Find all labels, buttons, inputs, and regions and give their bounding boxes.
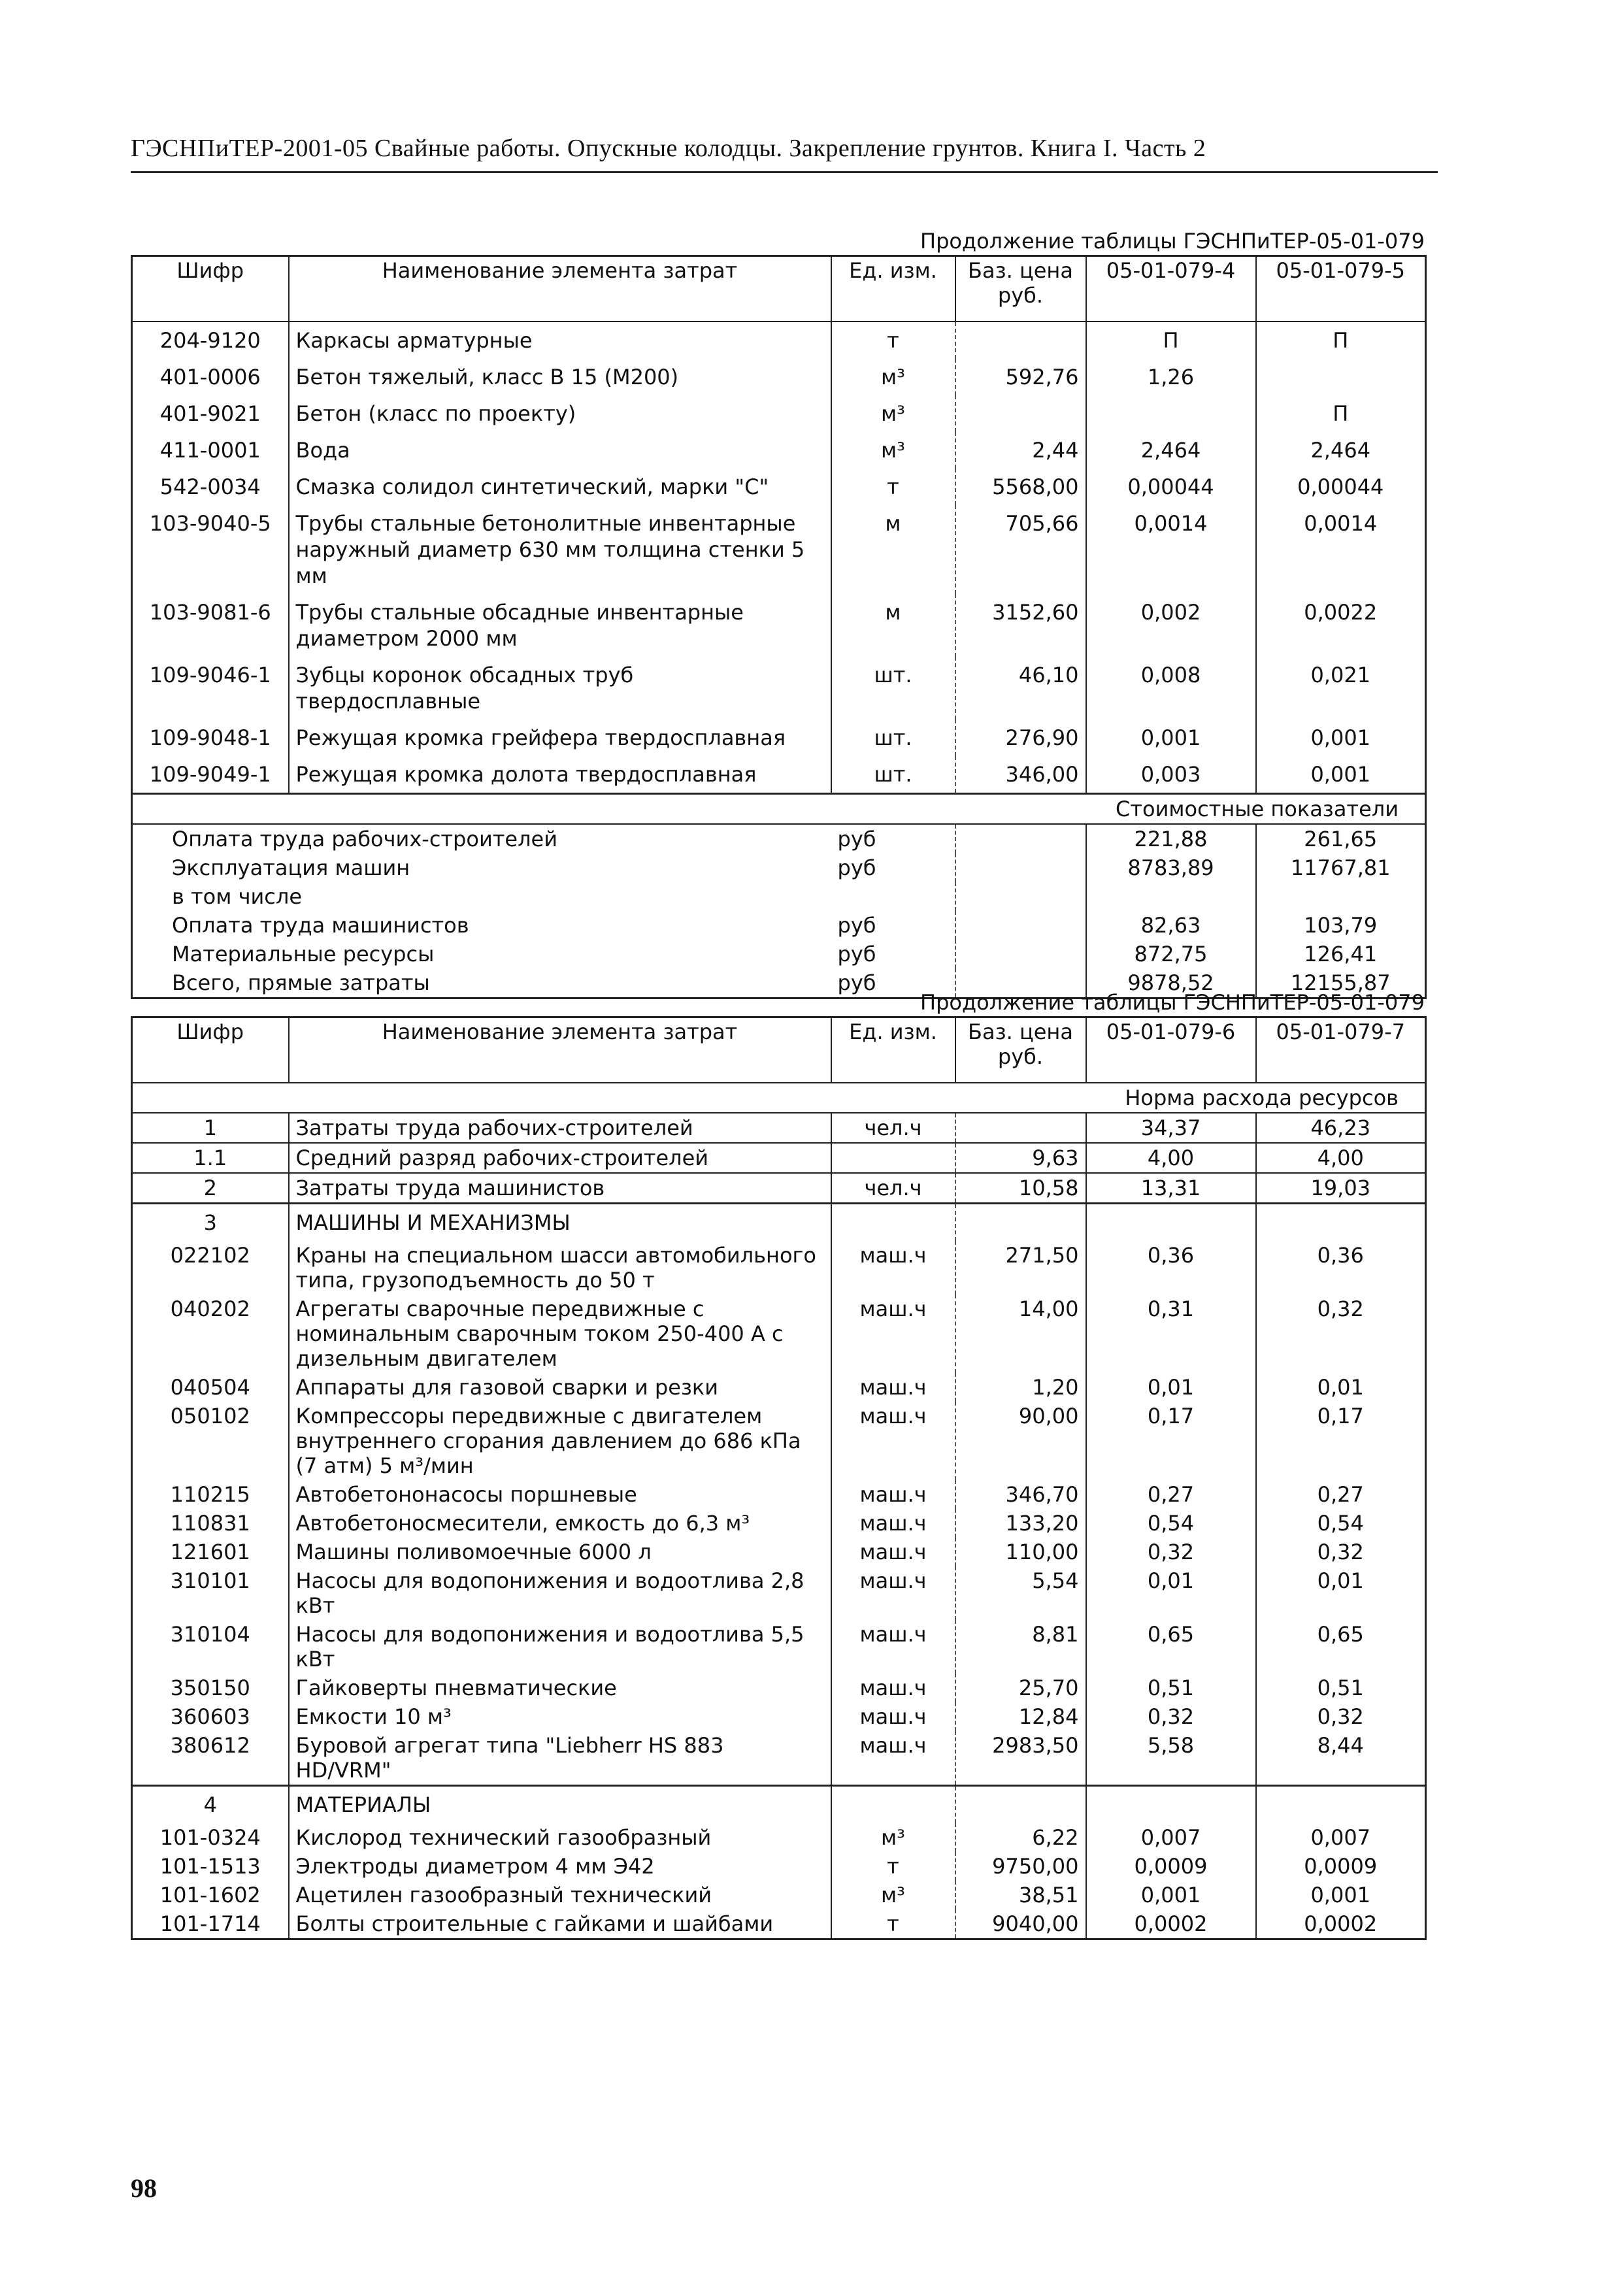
cell-variant-1: 0,51 — [1086, 1674, 1256, 1702]
cost-variant-1: 872,75 — [1086, 940, 1256, 968]
col-name: Наименование элемента затрат — [289, 1017, 831, 1083]
cell-variant-1 — [1086, 395, 1256, 432]
cell-name: Затраты труда машинистов — [289, 1173, 831, 1204]
cell-variant-1: 2,464 — [1086, 432, 1256, 469]
cell-variant-1: П — [1086, 322, 1256, 359]
section-title: МАТЕРИАЛЫ — [289, 1785, 831, 1823]
cell-code: 103-9040-5 — [132, 505, 289, 594]
cost-variant-1: 9878,52 — [1086, 968, 1256, 998]
cell-price: 90,00 — [955, 1402, 1086, 1480]
section-code: 3 — [132, 1203, 289, 1241]
cell-variant-1: 0,36 — [1086, 1241, 1256, 1295]
cost-variant-1: 221,88 — [1086, 824, 1256, 853]
cell-variant-2: 0,51 — [1256, 1674, 1426, 1702]
cell-name: Насосы для водопонижения и водоотлива 2,8 кВт — [289, 1566, 831, 1620]
table-row — [132, 1674, 1426, 1702]
table-row — [132, 719, 1426, 756]
cell-empty — [955, 940, 1086, 968]
cost-header-label: Стоимостные показатели — [132, 793, 1426, 824]
cell-name: Каркасы арматурные — [289, 322, 831, 359]
cell-price: 110,00 — [955, 1538, 1086, 1566]
cell-variant-1: 0,32 — [1086, 1538, 1256, 1566]
cell-name: Болты строительные с гайками и шайбами — [289, 1909, 831, 1939]
cost-variant-2 — [1256, 882, 1426, 911]
cell-variant-2: 0,021 — [1256, 657, 1426, 719]
cell-variant-2: 0,0009 — [1256, 1852, 1426, 1881]
norm-header-label: Норма расхода ресурсов — [132, 1083, 1426, 1113]
cell-variant-2: 19,03 — [1256, 1173, 1426, 1204]
table-row — [132, 1295, 1426, 1373]
cell-variant-2: П — [1256, 395, 1426, 432]
cell-unit: шт. — [874, 761, 912, 787]
cell-name: Бетон (класс по проекту) — [289, 395, 831, 432]
machines-section — [132, 1203, 1426, 1241]
cell-name: Бетон тяжелый, класс В 15 (М200) — [289, 359, 831, 395]
table2-continuation: Продолжение таблицы ГЭСНПиТЕР-05-01-079 — [920, 990, 1425, 1015]
cell-unit: м³ — [881, 437, 905, 463]
cell-name: Режущая кромка грейфера твердосплавная — [289, 719, 831, 756]
cell-name: Автобетоносмесители, емкость до 6,3 м³ — [289, 1509, 831, 1538]
table-row — [132, 1143, 1426, 1173]
cell-variant-1: 0,65 — [1086, 1620, 1256, 1674]
table-row — [132, 1702, 1426, 1731]
cell-price: 5568,00 — [955, 469, 1086, 505]
cell-variant-1: 4,00 — [1086, 1143, 1256, 1173]
cell-unit: м³ — [881, 401, 905, 426]
cell-name: Агрегаты сварочные передвижные с номинальным сварочным током 250-400 А с дизельным двигателем — [289, 1295, 831, 1373]
cell-variant-2: 0,01 — [1256, 1373, 1426, 1402]
table-row — [132, 1241, 1426, 1295]
table-row — [132, 469, 1426, 505]
cell-variant-1: 0,0009 — [1086, 1852, 1256, 1881]
table-row — [132, 322, 1426, 359]
cell-variant-2: 4,00 — [1256, 1143, 1426, 1173]
cost-variant-1: 8783,89 — [1086, 853, 1256, 882]
cell-empty — [955, 853, 1086, 882]
cell-empty — [1086, 1785, 1256, 1823]
cell-variant-2: 0,007 — [1256, 1823, 1426, 1852]
cell-name: Кислород технический газообразный — [289, 1823, 831, 1852]
table-row — [132, 1373, 1426, 1402]
cost-variant-1: 82,63 — [1086, 911, 1256, 940]
table1-body — [132, 322, 1426, 794]
cell-name: Ацетилен газообразный технический — [289, 1881, 831, 1909]
table-row — [132, 1113, 1426, 1143]
cell-variant-2: 0,001 — [1256, 756, 1426, 794]
col-variant-2: 05-01-079-7 — [1256, 1017, 1426, 1083]
cost-unit: руб — [837, 912, 876, 938]
cell-variant-1: 13,31 — [1086, 1173, 1256, 1204]
cost-variant-2: 261,65 — [1256, 824, 1426, 853]
cell-price: 346,70 — [955, 1480, 1086, 1509]
cell-variant-1: 0,007 — [1086, 1823, 1256, 1852]
cell-unit: м — [885, 510, 901, 536]
cell-unit: чел.ч — [831, 1113, 955, 1143]
running-header: ГЭСНПиТЕР-2001-05 Свайные работы. Опускные колодцы. Закрепление грунтов. Книга I. Часть 2 — [131, 135, 1206, 162]
cell-name: Компрессоры передвижные с двигателем внутреннего сгорания давлением до 686 кПа (7 атм) 5 м³/мин — [289, 1402, 831, 1480]
cell-price: 10,58 — [955, 1173, 1086, 1204]
cell-code: 109-9049-1 — [132, 756, 289, 794]
cell-empty — [955, 1203, 1086, 1241]
cost-label: Эксплуатация машин — [172, 855, 410, 880]
col-variant-1: 05-01-079-4 — [1086, 256, 1256, 322]
table-row — [132, 1620, 1426, 1674]
cell-code: 050102 — [132, 1402, 289, 1480]
cost-label: Материальные ресурсы — [172, 941, 435, 966]
section-code: 4 — [132, 1785, 289, 1823]
cell-code: 411-0001 — [132, 432, 289, 469]
cell-code: 103-9081-6 — [132, 594, 289, 657]
cell-unit: м³ — [881, 1824, 905, 1850]
cell-price — [955, 395, 1086, 432]
cell-name: Насосы для водопонижения и водоотлива 5,5 кВт — [289, 1620, 831, 1674]
cell-code: 1 — [132, 1113, 289, 1143]
table-row — [132, 395, 1426, 432]
cell-code: 101-1602 — [132, 1881, 289, 1909]
cell-name: Электроды диаметром 4 мм Э42 — [289, 1852, 831, 1881]
cell-unit: маш.ч — [859, 1568, 927, 1593]
cell-price: 8,81 — [955, 1620, 1086, 1674]
cell-empty — [831, 1785, 955, 1823]
table-row — [132, 1823, 1426, 1852]
cost-row — [132, 882, 1426, 911]
cell-unit: т — [887, 1853, 899, 1879]
cell-name: Краны на специальном шасси автомобильного типа, грузоподъемность до 50 т — [289, 1241, 831, 1295]
cell-code: 101-0324 — [132, 1823, 289, 1852]
cell-empty — [955, 824, 1086, 853]
cell-variant-1: 0,27 — [1086, 1480, 1256, 1509]
cell-variant-2: 0,65 — [1256, 1620, 1426, 1674]
cell-variant-2: 0,32 — [1256, 1295, 1426, 1373]
cell-variant-2: 8,44 — [1256, 1731, 1426, 1786]
cell-unit — [831, 1143, 955, 1173]
cell-name: Затраты труда рабочих-строителей — [289, 1113, 831, 1143]
cell-code: 101-1513 — [132, 1852, 289, 1881]
cell-variant-1: 0,008 — [1086, 657, 1256, 719]
cost-variant-2: 103,79 — [1256, 911, 1426, 940]
cell-code: 204-9120 — [132, 322, 289, 359]
cell-unit: маш.ч — [859, 1675, 927, 1700]
col-code: Шифр — [132, 1017, 289, 1083]
cell-variant-1: 0,0014 — [1086, 505, 1256, 594]
cell-variant-2: 0,27 — [1256, 1480, 1426, 1509]
cell-name: Средний разряд рабочих-строителей — [289, 1143, 831, 1173]
cell-variant-2: 0,001 — [1256, 1881, 1426, 1909]
cell-unit: чел.ч — [831, 1173, 955, 1204]
cell-variant-1: 5,58 — [1086, 1731, 1256, 1786]
cell-name: Гайковерты пневматические — [289, 1674, 831, 1702]
cell-price: 276,90 — [955, 719, 1086, 756]
cell-price — [955, 322, 1086, 359]
cell-unit: т — [887, 1911, 899, 1936]
cell-unit: шт. — [874, 662, 912, 687]
cell-code: 310101 — [132, 1566, 289, 1620]
table-row — [132, 1566, 1426, 1620]
cell-price: 12,84 — [955, 1702, 1086, 1731]
cell-price: 14,00 — [955, 1295, 1086, 1373]
cell-code: 380612 — [132, 1731, 289, 1786]
cell-price: 705,66 — [955, 505, 1086, 594]
cost-variant-2: 11767,81 — [1256, 853, 1426, 882]
cell-code: 310104 — [132, 1620, 289, 1674]
cell-variant-1: 0,01 — [1086, 1373, 1256, 1402]
table-row — [132, 1731, 1426, 1786]
cell-variant-1: 0,54 — [1086, 1509, 1256, 1538]
cell-name: Буровой агрегат типа "Liebherr HS 883 HD/VRM" — [289, 1731, 831, 1786]
cell-variant-2 — [1256, 359, 1426, 395]
cell-code: 360603 — [132, 1702, 289, 1731]
cell-variant-2: 0,32 — [1256, 1538, 1426, 1566]
table-row — [132, 1480, 1426, 1509]
cell-name: Емкости 10 м³ — [289, 1702, 831, 1731]
cell-code: 121601 — [132, 1538, 289, 1566]
cell-empty — [955, 1785, 1086, 1823]
cell-code: 2 — [132, 1173, 289, 1204]
table2-body — [132, 1083, 1426, 1939]
cell-price: 3152,60 — [955, 594, 1086, 657]
cost-label: Оплата труда рабочих-строителей — [172, 826, 557, 851]
cell-variant-1: 0,31 — [1086, 1295, 1256, 1373]
cell-code: 401-0006 — [132, 359, 289, 395]
cell-unit: маш.ч — [859, 1481, 927, 1507]
cell-variant-1: 0,00044 — [1086, 469, 1256, 505]
cost-unit — [831, 882, 955, 911]
col-unit: Ед. изм. — [831, 256, 955, 322]
cell-price: 133,20 — [955, 1509, 1086, 1538]
resource-table-1 — [131, 255, 1427, 999]
table-row — [132, 1509, 1426, 1538]
col-price: Баз. цена руб. — [955, 256, 1086, 322]
cell-variant-1: 0,001 — [1086, 1881, 1256, 1909]
cell-name: Трубы стальные обсадные инвентарные диаметром 2000 мм — [289, 594, 831, 657]
cell-price: 38,51 — [955, 1881, 1086, 1909]
cell-price: 9,63 — [955, 1143, 1086, 1173]
cell-empty — [1256, 1203, 1426, 1241]
cell-empty — [831, 1203, 955, 1241]
cell-price: 9040,00 — [955, 1909, 1086, 1939]
table-row — [132, 1538, 1426, 1566]
cell-name: Автобетононасосы поршневые — [289, 1480, 831, 1509]
cell-code: 101-1714 — [132, 1909, 289, 1939]
cell-code: 022102 — [132, 1241, 289, 1295]
cell-empty — [1086, 1203, 1256, 1241]
table1-cost-body — [132, 793, 1426, 998]
cell-unit: маш.ч — [859, 1374, 927, 1400]
cell-variant-2: 0,00044 — [1256, 469, 1426, 505]
cell-name: Режущая кромка долота твердосплавная — [289, 756, 831, 794]
cell-price: 9750,00 — [955, 1852, 1086, 1881]
cell-unit: м³ — [881, 1882, 905, 1907]
cell-unit: маш.ч — [859, 1403, 927, 1428]
col-code: Шифр — [132, 256, 289, 322]
col-variant-1: 05-01-079-6 — [1086, 1017, 1256, 1083]
cost-row — [132, 940, 1426, 968]
cell-unit: м³ — [881, 364, 905, 389]
cell-code: 109-9048-1 — [132, 719, 289, 756]
cell-price: 46,10 — [955, 657, 1086, 719]
cell-variant-2: 46,23 — [1256, 1113, 1426, 1143]
cell-variant-2: 0,01 — [1256, 1566, 1426, 1620]
cell-unit: маш.ч — [859, 1621, 927, 1647]
cell-name: Зубцы коронок обсадных труб твердосплавные — [289, 657, 831, 719]
cost-unit: руб — [837, 826, 876, 851]
cell-empty — [1256, 1785, 1426, 1823]
cell-code: 040504 — [132, 1373, 289, 1402]
cell-code: 401-9021 — [132, 395, 289, 432]
cell-unit: маш.ч — [859, 1704, 927, 1729]
cost-unit: руб — [837, 941, 876, 966]
cell-variant-2: П — [1256, 322, 1426, 359]
cell-variant-1: 0,01 — [1086, 1566, 1256, 1620]
cell-name: Трубы стальные бетонолитные инвентарные наружный диаметр 630 мм толщина стенки 5 мм — [289, 505, 831, 594]
cell-code: 110831 — [132, 1509, 289, 1538]
cell-name: Аппараты для газовой сварки и резки — [289, 1373, 831, 1402]
cell-unit: маш.ч — [859, 1732, 927, 1758]
cell-variant-1: 0,001 — [1086, 719, 1256, 756]
cell-variant-2: 0,17 — [1256, 1402, 1426, 1480]
cell-code: 1.1 — [132, 1143, 289, 1173]
cell-price: 346,00 — [955, 756, 1086, 794]
cost-variant-1 — [1086, 882, 1256, 911]
cost-unit: руб — [837, 970, 876, 995]
materials-section — [132, 1785, 1426, 1823]
cell-variant-1: 0,003 — [1086, 756, 1256, 794]
table-row — [132, 1909, 1426, 1939]
cell-price — [955, 1113, 1086, 1143]
cell-empty — [955, 911, 1086, 940]
table-row — [132, 1173, 1426, 1204]
cell-name: Смазка солидол синтетический, марки "С" — [289, 469, 831, 505]
table-row — [132, 432, 1426, 469]
col-unit: Ед. изм. — [831, 1017, 955, 1083]
cell-unit: маш.ч — [859, 1510, 927, 1536]
cost-label: Оплата труда машинистов — [172, 912, 469, 938]
cell-unit: шт. — [874, 725, 912, 750]
cell-price: 271,50 — [955, 1241, 1086, 1295]
norm-header — [132, 1083, 1426, 1113]
cell-price: 25,70 — [955, 1674, 1086, 1702]
cell-variant-1: 0,32 — [1086, 1702, 1256, 1731]
table-row — [132, 594, 1426, 657]
table-row — [132, 756, 1426, 794]
cell-code: 040202 — [132, 1295, 289, 1373]
cell-variant-1: 34,37 — [1086, 1113, 1256, 1143]
cell-price: 5,54 — [955, 1566, 1086, 1620]
cell-price: 592,76 — [955, 359, 1086, 395]
cell-code: 542-0034 — [132, 469, 289, 505]
cell-variant-1: 0,0002 — [1086, 1909, 1256, 1939]
cell-code: 110215 — [132, 1480, 289, 1509]
cell-variant-2: 0,0014 — [1256, 505, 1426, 594]
table-row — [132, 505, 1426, 594]
cost-header — [132, 793, 1426, 824]
cell-empty — [955, 882, 1086, 911]
cell-unit: м — [885, 599, 901, 625]
cell-price: 2,44 — [955, 432, 1086, 469]
page-number: 98 — [131, 2173, 157, 2203]
cost-unit: руб — [837, 855, 876, 880]
table-row — [132, 1881, 1426, 1909]
cost-label: в том числе — [172, 883, 302, 909]
table-row — [132, 1852, 1426, 1881]
cell-code: 350150 — [132, 1674, 289, 1702]
cell-variant-2: 0,0022 — [1256, 594, 1426, 657]
cell-price: 6,22 — [955, 1823, 1086, 1852]
table-row — [132, 657, 1426, 719]
cost-label: Всего, прямые затраты — [172, 970, 430, 995]
cell-variant-2: 2,464 — [1256, 432, 1426, 469]
cell-variant-2: 0,32 — [1256, 1702, 1426, 1731]
col-price: Баз. цена руб. — [955, 1017, 1086, 1083]
header-rule — [131, 171, 1438, 173]
cell-name: Машины поливомоечные 6000 л — [289, 1538, 831, 1566]
cell-variant-2: 0,0002 — [1256, 1909, 1426, 1939]
cell-unit: маш.ч — [859, 1539, 927, 1564]
cell-name: Вода — [289, 432, 831, 469]
cost-row — [132, 824, 1426, 853]
table1-continuation: Продолжение таблицы ГЭСНПиТЕР-05-01-079 — [920, 229, 1425, 254]
cell-variant-1: 0,002 — [1086, 594, 1256, 657]
cell-variant-2: 0,36 — [1256, 1241, 1426, 1295]
cell-price: 1,20 — [955, 1373, 1086, 1402]
cell-unit: т — [887, 474, 899, 499]
cell-price: 2983,50 — [955, 1731, 1086, 1786]
cell-unit: маш.ч — [859, 1242, 927, 1268]
col-name: Наименование элемента затрат — [289, 256, 831, 322]
table-row — [132, 359, 1426, 395]
cell-variant-1: 0,17 — [1086, 1402, 1256, 1480]
cell-variant-1: 1,26 — [1086, 359, 1256, 395]
cost-row — [132, 911, 1426, 940]
cost-variant-2: 12155,87 — [1256, 968, 1426, 998]
cell-unit: маш.ч — [859, 1296, 927, 1321]
section-title: МАШИНЫ И МЕХАНИЗМЫ — [289, 1203, 831, 1241]
cell-variant-2: 0,001 — [1256, 719, 1426, 756]
cost-row — [132, 853, 1426, 882]
resource-table-2 — [131, 1016, 1427, 1940]
table-row — [132, 1402, 1426, 1480]
cell-unit: т — [831, 322, 955, 359]
cell-variant-2: 0,54 — [1256, 1509, 1426, 1538]
cost-variant-2: 126,41 — [1256, 940, 1426, 968]
cell-code: 109-9046-1 — [132, 657, 289, 719]
col-variant-2: 05-01-079-5 — [1256, 256, 1426, 322]
